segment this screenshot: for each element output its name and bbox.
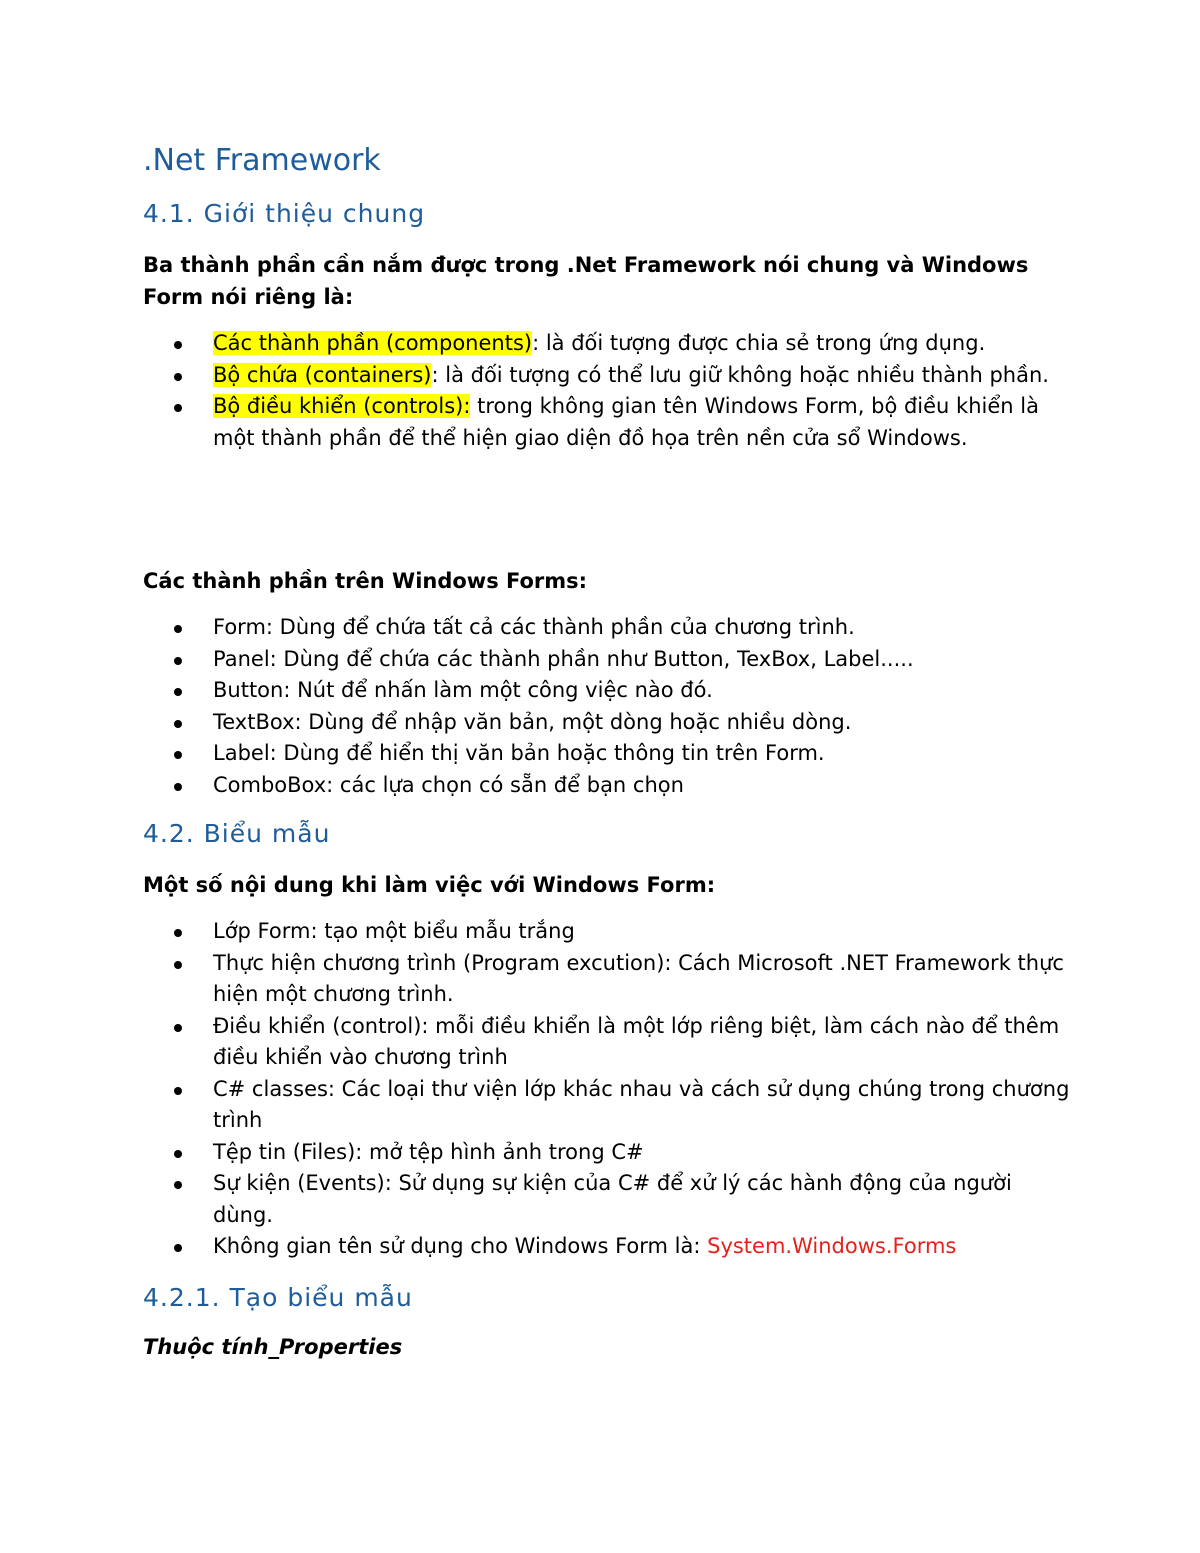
- highlighted-term: Bộ điều khiển (controls):: [213, 394, 471, 418]
- windows-forms-components-list: [143, 612, 1073, 801]
- bullet-icon: [174, 1024, 182, 1032]
- list-item-text: Tệp tin (Files): mở tệp hình ảnh trong C#: [213, 1139, 644, 1164]
- bullet-icon: [174, 1150, 182, 1158]
- list-item: [143, 770, 1073, 802]
- components-list: [143, 328, 1073, 454]
- list-item-text: ComboBox: các lựa chọn có sẵn để bạn chọn: [213, 772, 684, 797]
- list-item-text: Label: Dùng để hiển thị văn bản hoặc thông tin trên Form.: [213, 741, 825, 765]
- list-item-text: Sự kiện (Events): Sử dụng sự kiện của C# để xử lý các hành động của người dùng.: [213, 1171, 1012, 1227]
- list-item: [143, 1011, 1073, 1074]
- list-item-text: Điều khiển (control): mỗi điều khiển là một lớp riêng biệt, làm cách nào để thêm điều khiển vào chương trình: [213, 1013, 1060, 1069]
- bullet-icon: [174, 1181, 182, 1189]
- properties-subheading: Thuộc tính_Properties: [143, 1335, 403, 1359]
- section-1-intro: Ba thành phần cần nắm được trong .Net Framework nói chung và Windows Form nói riêng là:: [143, 253, 1029, 309]
- list-item: [143, 391, 1073, 454]
- list-item: [143, 612, 1073, 644]
- windows-form-topics-list: [143, 916, 1073, 1263]
- bullet-icon: [174, 783, 182, 791]
- term-description: : là đối tượng có thể lưu giữ không hoặc nhiều thành phần.: [431, 362, 1049, 387]
- highlighted-term: Bộ chứa (containers): [213, 362, 432, 387]
- bullet-icon: [174, 1087, 182, 1095]
- list-item: [143, 328, 1073, 360]
- bullet-icon: [174, 751, 182, 759]
- list-item-text: Lớp Form: tạo một biểu mẫu trắng: [213, 919, 575, 943]
- list-item-text: Form: Dùng để chứa tất cả các thành phần của chương trình.: [213, 615, 855, 639]
- windows-forms-components-intro: Các thành phần trên Windows Forms:: [143, 569, 588, 593]
- document-title: .Net Framework: [143, 143, 381, 178]
- section-heading-4-2-1: 4.2.1. Tạo biểu mẫu: [143, 1283, 413, 1312]
- list-item: [143, 1074, 1073, 1137]
- list-item: [143, 707, 1073, 739]
- bullet-icon: [174, 720, 182, 728]
- list-item: [143, 644, 1073, 676]
- list-item-text: C# classes: Các loại thư viện lớp khác nhau và cách sử dụng chúng trong chương trình: [213, 1076, 1070, 1132]
- section-2-intro: Một số nội dung khi làm việc với Windows Form:: [143, 873, 716, 897]
- list-item: [143, 738, 1073, 770]
- list-item-text: TextBox: Dùng để nhập văn bản, một dòng hoặc nhiều dòng.: [213, 709, 852, 734]
- highlighted-term: Các thành phần (components): [213, 331, 533, 355]
- bullet-icon: [174, 688, 182, 696]
- bullet-icon: [174, 657, 182, 665]
- section-heading-4-1: 4.1. Giới thiệu chung: [143, 199, 426, 228]
- namespace-value: System.Windows.Forms: [707, 1234, 957, 1258]
- list-item-text: Panel: Dùng để chứa các thành phần như Button, TexBox, Label.....: [213, 646, 914, 671]
- list-item: [143, 1137, 1073, 1169]
- bullet-icon: [174, 1244, 182, 1252]
- bullet-icon: [174, 929, 182, 937]
- list-item: [143, 948, 1073, 1011]
- list-item: [143, 1231, 1073, 1263]
- bullet-icon: [174, 961, 182, 969]
- list-item: [143, 1168, 1073, 1231]
- list-item: [143, 360, 1073, 392]
- list-item: [143, 675, 1073, 707]
- term-description: : là đối tượng được chia sẻ trong ứng dụng.: [532, 331, 986, 355]
- bullet-icon: [174, 404, 182, 412]
- term-description: trong không gian tên Windows Form, bộ điều khiển là một thành phần để thể hiện giao diện đồ họa trên nền cửa sổ Windows.: [213, 394, 1039, 450]
- list-item: [143, 916, 1073, 948]
- bullet-icon: [174, 341, 182, 349]
- namespace-label: Không gian tên sử dụng cho Windows Form là:: [213, 1234, 708, 1258]
- bullet-icon: [174, 625, 182, 633]
- list-item-text: Button: Nút để nhấn làm một công việc nào đó.: [213, 678, 713, 702]
- list-item-text: Thực hiện chương trình (Program excution): Cách Microsoft .NET Framework thực hiện một chương trình.: [213, 950, 1064, 1006]
- section-heading-4-2: 4.2. Biểu mẫu: [143, 819, 331, 848]
- bullet-icon: [174, 373, 182, 381]
